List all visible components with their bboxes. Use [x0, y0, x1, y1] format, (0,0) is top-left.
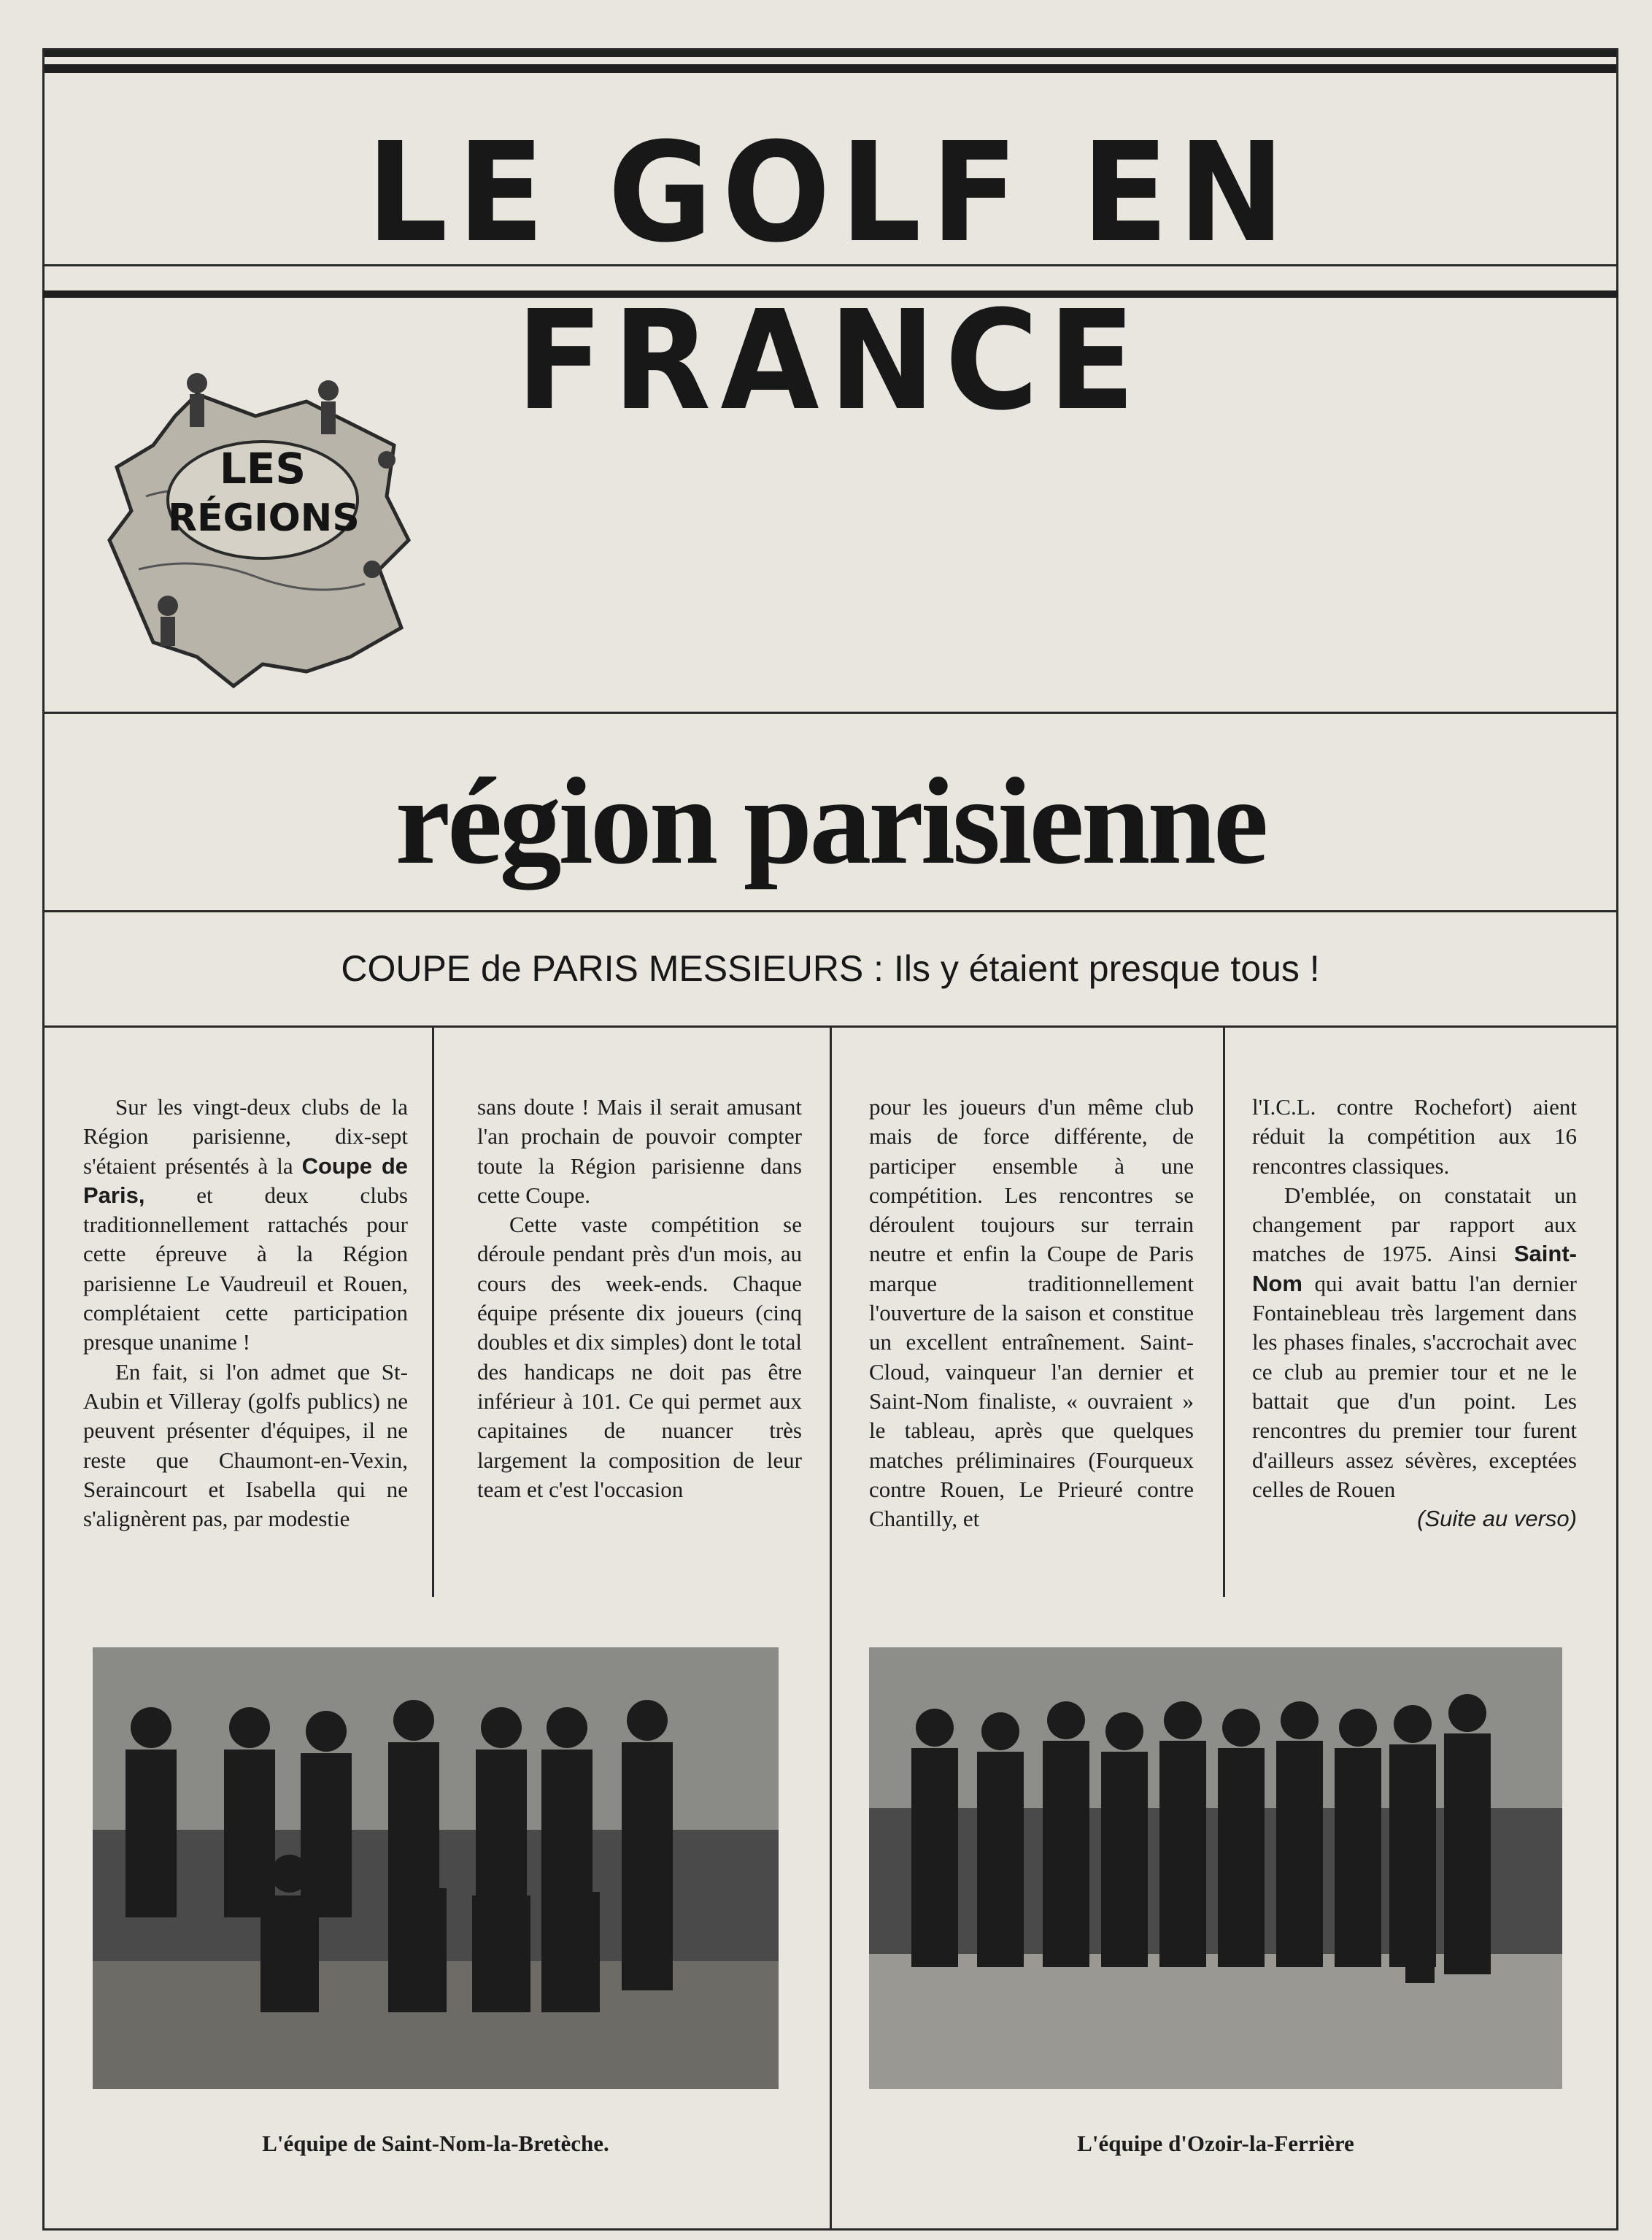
section-bottom-rule [42, 910, 1618, 912]
section-top-rule [42, 712, 1618, 714]
col4-text-c: qui avait battu l'an dernier Fontainebleau très largement dans les phases finales, s'accrochait avec ce club au premier tour et ne le battait que d'un point. Les rencontres du premier tour furent d'ailleurs assez sévères, exceptées celles de Rouen [1252, 1270, 1577, 1502]
col1-text-c: et deux clubs traditionnellement rattachés pour cette épreuve à la Région parisienne Le Vaudreuil et Rouen, complétaient cette participation presque unanime ! [83, 1182, 408, 1355]
group-photo-image [93, 1647, 779, 2089]
photo-caption-saint-nom: L'équipe de Saint-Nom-la-Bretèche. [262, 2131, 609, 2156]
column-rule-2 [830, 1028, 832, 2231]
team-photo-saint-nom [93, 1647, 779, 2089]
coupe-de-paris-bold: Coupe de Paris, [83, 1152, 408, 1208]
col3-paragraph-1: pour les joueurs d'un même club mais de force différente, de participer ensemble à une compétition. Les rencontres se déroulent toujours sur terrain neutre et enfin la Coupe de Paris marque traditionnellement l'ouverture de la saison et constitue un excellent entraînement. Saint-Cloud, vainqueur l'an dernier et Saint-Nom finaliste, « ouvraient » le tableau, après que quelques matches préliminaires (Fourqueux contre Rouen, Le Prieuré contre Chantilly, et [869, 1094, 1194, 1532]
col4-text-a: D'emblée, on constatait un changement par rapport aux matches de 1975. Ainsi [1252, 1182, 1577, 1267]
logo-text-regions: RÉGIONS [168, 496, 360, 540]
article-column-3 [869, 1093, 1194, 1533]
column-rule-3 [1223, 1028, 1225, 1597]
col4-paragraph-1: l'I.C.L. contre Rochefort) aient réduit la compétition aux 16 rencontres classiques. [1252, 1094, 1577, 1179]
section-title: région parisienne [395, 753, 1266, 890]
col1-text-a: Sur les vingt-deux clubs de la Région parisienne, dix-sept s'étaient présentés à la [83, 1094, 408, 1179]
article-column-2 [477, 1093, 802, 1504]
column-rule-1 [432, 1028, 434, 1597]
group-photo-image [869, 1647, 1562, 2089]
team-photo-ozoir [869, 1647, 1562, 2089]
article-column-4 [1252, 1093, 1577, 1533]
col2-paragraph-1: sans doute ! Mais il serait amusant l'an prochain de pouvoir compter toute la Région parisienne dans cette Coupe. [477, 1094, 802, 1208]
masthead-title: LE GOLF EN FRANCE [366, 113, 1294, 441]
col1-paragraph-2: En fait, si l'on admet que St-Aubin et Villeray (golfs publics) ne peuvent présenter d'équipes, il ne reste que Chaumont-en-Vexin, Seraincourt et Isabella qui ne s'alignèrent pas, par modestie [83, 1358, 408, 1532]
continued-label: (Suite au verso) [1417, 1506, 1577, 1532]
les-regions-logo [88, 350, 438, 701]
logo-text-les: LES [219, 444, 306, 493]
article-headline: COUPE de PARIS MESSIEURS : Ils y étaient presque tous ! [341, 948, 1320, 989]
saint-nom-bold: Saint-Nom [1252, 1241, 1577, 1296]
col2-paragraph-2: Cette vaste compétition se déroule pendant près d'un mois, au cours des week-ends. Chaque équipe présente dix joueurs (cinq doubles et dix simples) dont le total des handicaps ne doit pas être inférieur à 101. Ce qui permet aux capitaines de nuancer très largement la composition de leur team et c'est l'occasion [477, 1212, 802, 1502]
article-column-1 [83, 1093, 408, 1533]
photo-caption-ozoir: L'équipe d'Ozoir-la-Ferrière [1077, 2131, 1354, 2156]
